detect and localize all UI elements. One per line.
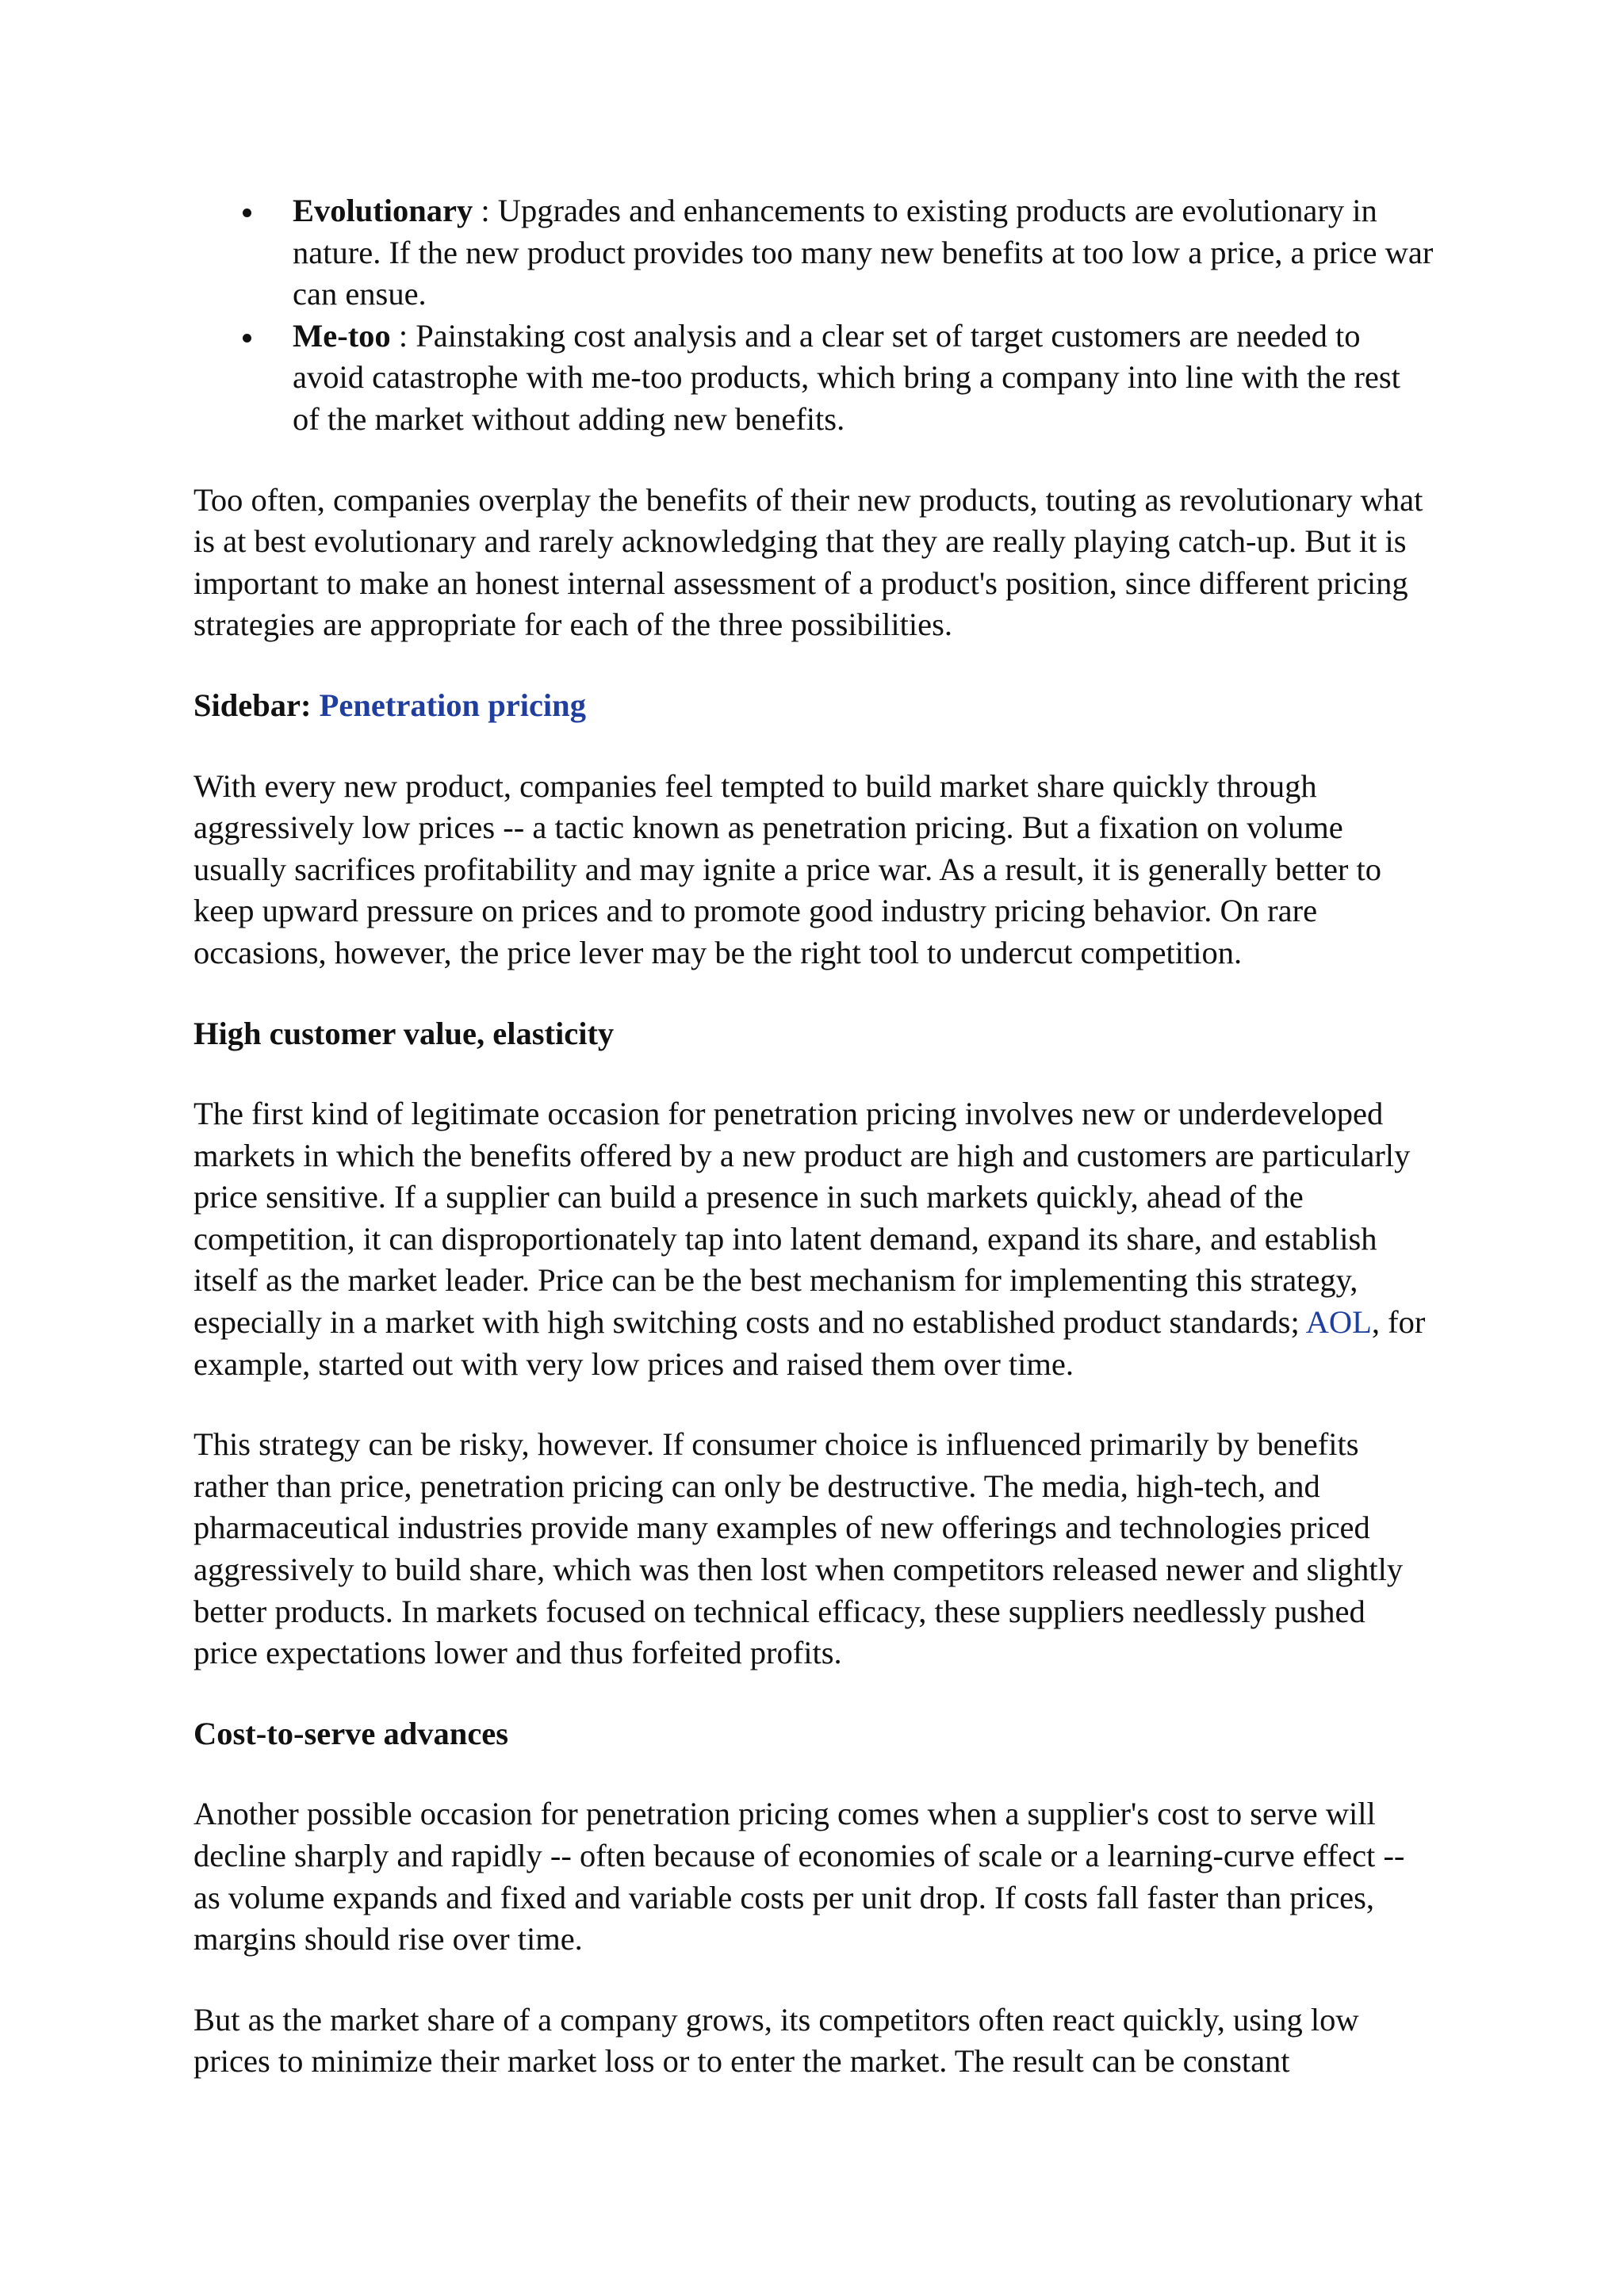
document-page <box>193 190 1434 2083</box>
sidebar-paragraph: With every new product, companies feel tempted to build market share quickly through aggressively low prices -- a tactic known as penetration pricing. But a fixation on volume usually sacrifices profitability and may ignite a price war. As a result, it is generally better to keep upward pressure on prices and to promote good industry pricing behavior. On rare occasions, however, the price lever may be the right tool to undercut competition. <box>193 767 1382 970</box>
aol-link[interactable]: AOL <box>1305 1304 1372 1341</box>
sidebar-label: Sidebar: <box>193 687 320 723</box>
paragraph-text: The first kind of legitimate occasion for penetration pricing involves new or underdeveloped markets in which the benefits offered by a new product are high and customers are particularly price sensitive. If a supplier can build a presence in such markets quickly, ahead of the competition, it can disproportionately tap into latent demand, expand its share, and establish itself as the market leader. Price can be the best mechanism for implementing this strategy, especially in a market with high switching costs and no established product standards; <box>193 1096 1411 1341</box>
bullet-text: : Painstaking cost analysis and a clear set of target customers are needed to avoid catastrophe with me-too products, which bring a company into line with the rest of the market without adding new benefits. <box>293 317 1400 437</box>
bullet-term: Evolutionary <box>293 193 473 228</box>
cost-to-serve-paragraph-1: Another possible occasion for penetration pricing comes when a supplier's cost to serve will decline sharply and rapidly -- often because of economies of scale or a learning-curve effect -- as volume expands and fixed and variable costs per unit drop. If costs fall faster than prices, margins should rise over time. <box>193 1796 1405 1957</box>
sidebar-heading <box>193 685 1434 727</box>
bullet-dot-icon <box>243 334 251 342</box>
bullet-item-evolutionary <box>193 190 1434 316</box>
customer-value-paragraph-1 <box>193 1093 1434 1385</box>
section-heading-cost-to-serve: Cost-to-serve advances <box>193 1715 509 1751</box>
cost-to-serve-paragraph-2: But as the market share of a company grows, its competitors often react quickly, using low prices to minimize their market loss or to enter the market. The result can be constant <box>193 2001 1359 2080</box>
bullet-term: Me-too <box>293 317 391 354</box>
bullet-dot-icon <box>243 209 251 217</box>
paragraph-text: , for example, started out with very low prices and raised them over time. <box>193 1304 1426 1382</box>
penetration-pricing-link[interactable]: Penetration pricing <box>319 687 586 723</box>
bullet-list <box>193 190 1434 441</box>
intro-paragraph: Too often, companies overplay the benefits of their new products, touting as revolutionary what is at best evolutionary and rarely acknowledging that they are really playing catch-up. But it is important to make an honest internal assessment of a product's position, since different pricing strategies are appropriate for each of the three possibilities. <box>193 481 1423 643</box>
section-heading-customer-value: High customer value, elasticity <box>193 1015 615 1051</box>
bullet-item-me-too <box>193 316 1434 441</box>
customer-value-paragraph-2: This strategy can be risky, however. If consumer choice is influenced primarily by benefits rather than price, penetration pricing can only be destructive. The media, high-tech, and pharmaceutical industries provide many examples of new offerings and technologies priced aggressively to build share, which was then lost when competitors released newer and slightly better products. In markets focused on technical efficacy, these suppliers needlessly pushed price expectations lower and thus forfeited profits. <box>193 1426 1404 1671</box>
bullet-text: : Upgrades and enhancements to existing products are evolutionary in nature. If the new product provides too many new benefits at too low a price, a price war can ensue. <box>293 193 1434 312</box>
